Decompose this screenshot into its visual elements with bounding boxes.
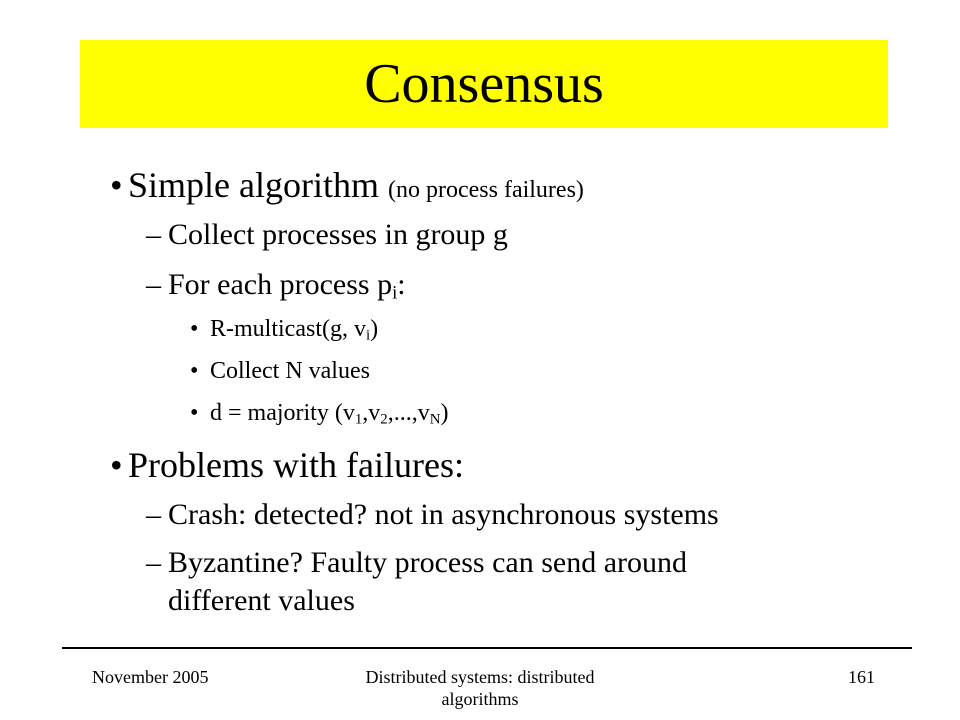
sub-item-for-each-process: For each process $p_i$: — [168, 268, 406, 304]
subsub-item-majority: d = majority $(v_1,v_2,...,v_N)$ — [210, 400, 449, 428]
footer-divider — [62, 647, 912, 649]
bullet-dot-icon: • — [190, 316, 199, 342]
bullet-note: (no process failures) — [387, 177, 584, 203]
subsub-item-collect-values: Collect N values — [210, 358, 370, 384]
bullet-dot-icon: • — [190, 400, 199, 426]
bullet-dot-icon: • — [190, 358, 199, 384]
dash-marker: – — [146, 268, 161, 301]
bullet-text: Simple algorithm — [128, 165, 379, 205]
dash-marker: – — [146, 218, 161, 251]
subsub-item-r-multicast: R-multicast(g, $v_i$) — [210, 316, 379, 344]
sub-item-collect-processes: Collect processes in group g — [168, 218, 508, 251]
sub-item-byzantine: Byzantine? Faulty process can send around — [168, 546, 688, 579]
bullet-dot-icon: • — [110, 165, 123, 205]
footer-course-line2: algorithms — [441, 689, 519, 709]
dash-marker: – — [146, 498, 161, 531]
sub-item-byzantine-continued: different values — [168, 584, 355, 617]
bullet-problems-with-failures: Problems with failures: — [128, 445, 464, 485]
bullet-dot-icon: • — [110, 445, 123, 485]
footer-date: November 2005 — [92, 667, 209, 687]
slide-title: Consensus — [364, 53, 604, 115]
sub-item-crash: Crash: detected? not in asynchronous systems — [168, 498, 719, 531]
footer-course-title — [330, 666, 630, 710]
footer-course-line1: Distributed systems: distributed — [365, 667, 595, 687]
dash-marker: – — [146, 546, 161, 579]
bullet-simple-algorithm — [128, 164, 584, 206]
footer-page-number: 161 — [848, 667, 875, 687]
